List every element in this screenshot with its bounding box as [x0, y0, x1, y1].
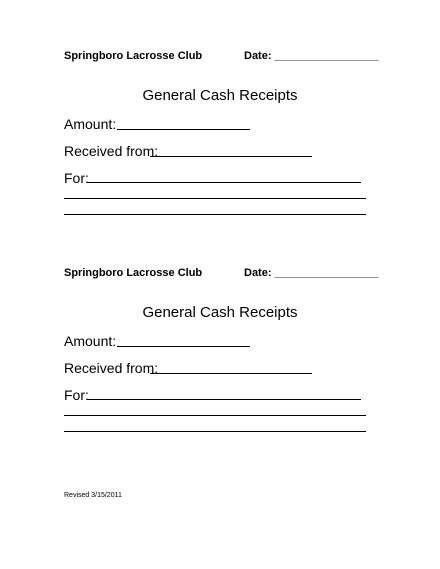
receipt-title: General Cash Receipts — [142, 304, 298, 321]
date-field: Date: _________________ — [244, 267, 379, 279]
club-name: Springboro Lacrosse Club — [64, 267, 203, 279]
receipt-1 — [0, 0, 440, 200]
received-from-label: Received from: — [64, 143, 159, 159]
amount-line — [117, 346, 250, 347]
revision-note: Revised 3/15/2011 — [64, 492, 122, 499]
for-extra-line-1 — [64, 198, 366, 199]
for-extra-line-2 — [64, 431, 366, 432]
amount-line — [117, 129, 250, 130]
for-extra-line-1 — [64, 415, 366, 416]
received-from-label: Received from: — [64, 360, 159, 376]
for-label: For: — [64, 387, 89, 403]
receipt-2 — [0, 217, 440, 417]
received-from-line — [150, 156, 312, 157]
club-name: Springboro Lacrosse Club — [64, 50, 203, 62]
date-field: Date: _________________ — [244, 50, 379, 62]
amount-label: Amount: — [64, 116, 117, 132]
amount-label: Amount: — [64, 333, 117, 349]
for-line — [87, 182, 361, 183]
for-line — [87, 399, 361, 400]
for-extra-line-2 — [64, 214, 366, 215]
for-label: For: — [64, 170, 89, 186]
received-from-line — [150, 373, 312, 374]
receipt-title: General Cash Receipts — [142, 87, 298, 104]
